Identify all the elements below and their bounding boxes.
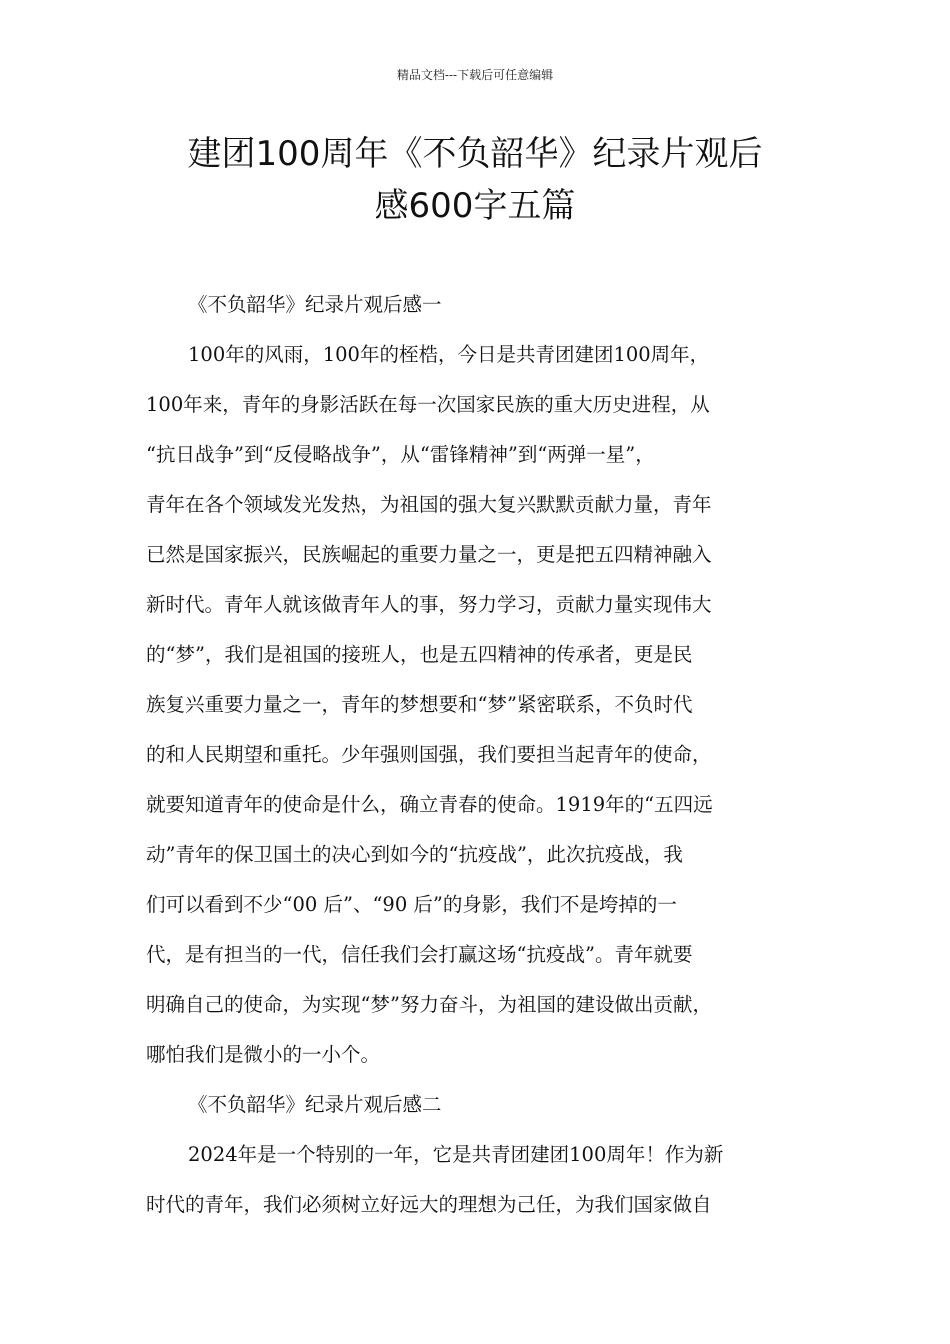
paragraph-1	[146, 330, 814, 1080]
paragraph-line: 已然是国家振兴，民族崛起的重要力量之一，更是把五四精神融入	[146, 543, 712, 566]
document-title	[100, 128, 850, 232]
paragraph-line: 青年在各个领域发光发热，为祖国的强大复兴默默贡献力量，青年	[146, 493, 712, 516]
document-title-line-2: 感600字五篇	[374, 186, 576, 226]
paragraph-line: 100年来，青年的身影活跃在每一次国家民族的重大历史进程，从	[146, 393, 710, 416]
paragraph-line: 代，是有担当的一代，信任我们会打赢这场“抗疫战”。青年就要	[146, 943, 693, 966]
paragraph-line: 的“梦”，我们是祖国的接班人，也是五四精神的传承者，更是民	[146, 643, 693, 666]
document-title-line-1: 建团100周年《不负韶华》纪录片观后	[187, 134, 763, 174]
paragraph-line: 2024年是一个特别的一年，它是共青团建团100周年！作为新	[188, 1143, 724, 1166]
document-body	[146, 280, 814, 1230]
paragraph-line: 明确自己的使命，为实现“梦”努力奋斗，为祖国的建设做出贡献，	[146, 993, 712, 1016]
paragraph-2	[146, 1130, 814, 1230]
paragraph-line: 的和人民期望和重托。少年强则国强，我们要担当起青年的使命，	[146, 743, 712, 766]
paragraph-line: 族复兴重要力量之一，青年的梦想要和“梦”紧密联系，不负时代	[146, 693, 693, 716]
paragraph-line: “抗日战争”到“反侵略战争”，从“雷锋精神”到“两弹一星”，	[146, 443, 655, 466]
paragraph-line: 们可以看到不少“00 后”、“90 后”的身影，我们不是垮掉的一	[146, 893, 677, 916]
paragraph-line: 100年的风雨，100年的桎梏，今日是共青团建团100周年，	[188, 343, 710, 366]
paragraph-line: 时代的青年，我们必须树立好远大的理想为己任，为我们国家做自	[146, 1193, 712, 1216]
paragraph-line: 就要知道青年的使命是什么，确立青春的使命。1919年的“五四远	[146, 793, 713, 816]
paragraph-line: 新时代。青年人就该做青年人的事，努力学习，贡献力量实现伟大	[146, 593, 712, 616]
section-heading-1: 《不负韶华》纪录片观后感一	[188, 293, 442, 316]
section-heading-2: 《不负韶华》纪录片观后感二	[188, 1093, 442, 1116]
paragraph-line: 哪怕我们是微小的一小个。	[146, 1043, 381, 1066]
header-note: 精品文档---下载后可任意编辑	[396, 68, 554, 82]
paragraph-line: 动”青年的保卫国土的决心到如今的“抗疫战”，此次抗疫战，我	[146, 843, 683, 866]
